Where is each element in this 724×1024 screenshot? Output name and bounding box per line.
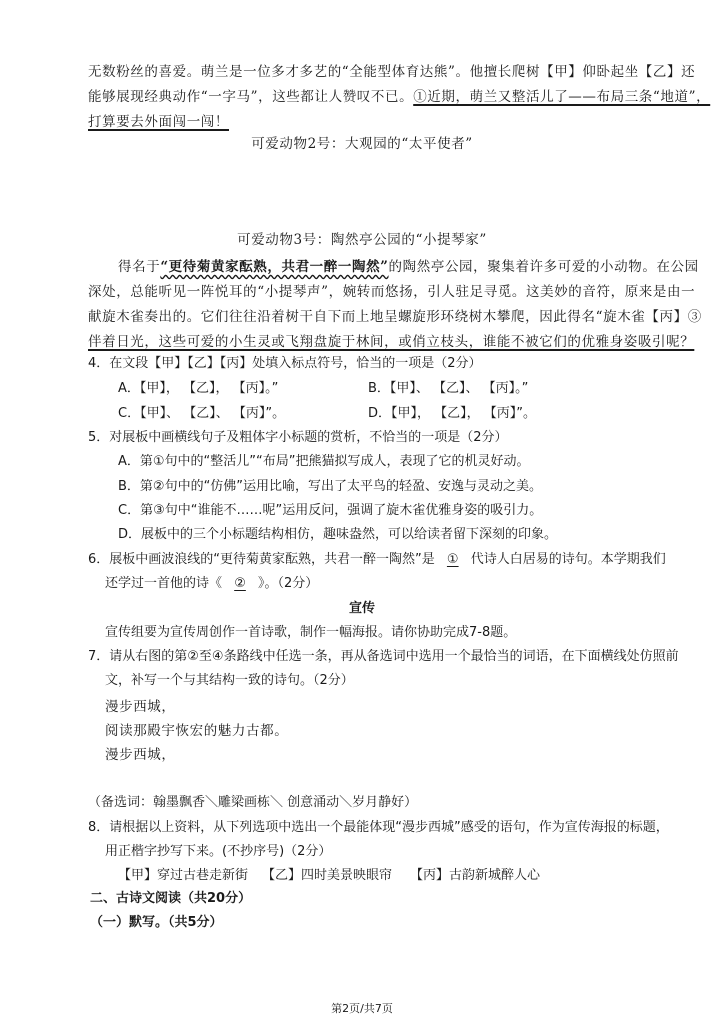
q8-option-b: 【乙】四时美景映眼帘 xyxy=(262,868,393,883)
wavy-underlined-verse: “更待菊黄家酝熟，共君一醉一陶然” xyxy=(160,259,389,275)
subtitle-animal-3: 可爱动物3号：陶然亭公园的“小提琴家” xyxy=(237,232,487,248)
q6-line1 xyxy=(88,550,666,570)
q6-line1-a: 6．展板中画波浪线的“更待菊黄家酝熟，共君一醉一陶然”是 xyxy=(88,552,435,567)
q7-line1: 7．请从右图的第②至④条路线中任选一条，再从备选词中选用一个最恰当的词语，在下面横线处仿照前 xyxy=(88,649,679,664)
passage3-line3: 献旋木雀奏出的。它们往往沿着树干自下而上地呈螺旋形环绕树木攀爬，因此得名“旋木雀【丙】③ xyxy=(88,309,702,325)
passage3-line1-b: 的陶然亭公园，聚集着许多可爱的小动物。在公园 xyxy=(388,259,699,275)
q8-option-c: 【丙】古韵新城醉人心 xyxy=(410,868,541,883)
q4-stem: 4．在文段【甲】【乙】【丙】处填入标点符号，恰当的一项是（2分） xyxy=(88,356,482,371)
passage3-line2: 深处，总能听见一阵悦耳的“小提琴声”，婉转而悠扬，引人驻足寻觅。这美妙的音符，原来是由一 xyxy=(88,284,696,300)
q6-blank-2: ② xyxy=(234,576,246,591)
section-2-heading: 二、古诗文阅读（共20分） xyxy=(90,891,252,906)
q4-option-d: D．【甲】， 【乙】， 【丙】”。 xyxy=(368,406,537,421)
q7-poem-line1: 漫步西城， xyxy=(105,699,176,715)
page-footer: 第2页/共7页 xyxy=(331,1002,393,1015)
q7-line2: 文，补写一个与其结构一致的诗句。（2分） xyxy=(105,673,354,688)
passage3-line1 xyxy=(118,257,699,277)
q6-line2 xyxy=(105,574,318,594)
q5-option-d: D．展板中的三个小标题结构相仿，趣味盎然，可以给读者留下深刻的印象。 xyxy=(118,527,558,542)
q8-line2: 用正楷字抄写下来。(不抄序号)（2分） xyxy=(105,844,332,859)
q7-poem-line3: 漫步西城， xyxy=(105,747,176,763)
q5-option-c: C．第③句中“谁能不……呢”运用反问，强调了旋木雀优雅身姿的吸引力。 xyxy=(118,503,543,518)
underlined-sentence-1: ①近期，萌兰又整活儿了——布局三条“地道”， xyxy=(413,89,711,105)
q5-option-b: B．第②句中的“仿佛”运用比喻，写出了太平鸟的轻盈、安逸与灵动之美。 xyxy=(118,479,543,494)
q6-line2-b: 》。（2分） xyxy=(258,576,319,591)
publicity-intro: 宣传组要为宣传周创作一首诗歌，制作一幅海报。请你协助完成7-8题。 xyxy=(105,625,517,640)
q8-option-a: 【甲】穿过古巷走新街 xyxy=(118,868,249,883)
subsection-1-heading: （一）默写。（共5分） xyxy=(90,915,223,930)
q6-line1-b: 代诗人白居易的诗句。本学期我们 xyxy=(470,552,666,567)
passage1-line2-text: 能够展现经典动作“一字马”，这些都让人赞叹不已。 xyxy=(88,89,414,105)
q5-option-a: A．第①句中的“整活儿”“布局”把熊猫拟写成人，表现了它的机灵好动。 xyxy=(118,454,530,469)
subtitle-animal-2: 可爱动物2号：大观园的“太平使者” xyxy=(251,136,473,152)
q7-poem-line2: 阅读那殿宇恢宏的魅力古都。 xyxy=(105,723,289,739)
q6-line2-a: 还学过一首他的诗《 xyxy=(105,576,223,591)
passage1-line2 xyxy=(88,87,710,107)
passage3-line4: 伴着日光，这些可爱的小生灵或飞翔盘旋于林间，或俏立枝头，谁能不被它们的优雅身姿吸引呢？ xyxy=(88,334,695,350)
q4-option-c: C．【甲】、 【乙】、 【丙】”。 xyxy=(118,406,286,421)
section-title-publicity: 宣传 xyxy=(348,601,375,616)
passage1-line1: 无数粉丝的喜爱。萌兰是一位多才多艺的“全能型体育达熊”。他擅长爬树【甲】仰卧起坐【乙】还 xyxy=(88,64,696,80)
q7-word-options: （备选词：翰墨飘香＼雕梁画栋＼ 创意涌动＼岁月静好） xyxy=(88,795,418,810)
q5-stem: 5．对展板中画横线句子及粗体字小标题的赏析，不恰当的一项是（2分） xyxy=(88,430,508,445)
passage3-line1-a: 得名于 xyxy=(118,259,161,275)
passage1-line3: 打算要去外面闯一闯！ xyxy=(88,114,229,130)
q4-option-a: A．【甲】， 【乙】， 【丙】。” xyxy=(118,381,279,396)
q4-option-b: B．【甲】、 【乙】、 【丙】。” xyxy=(368,381,529,396)
q8-line1: 8．请根据以上资料，从下列选项中选出一个最能体现“漫步西城”感受的语句，作为宣传海报的标题， xyxy=(88,820,669,835)
q6-blank-1: ① xyxy=(446,552,459,567)
